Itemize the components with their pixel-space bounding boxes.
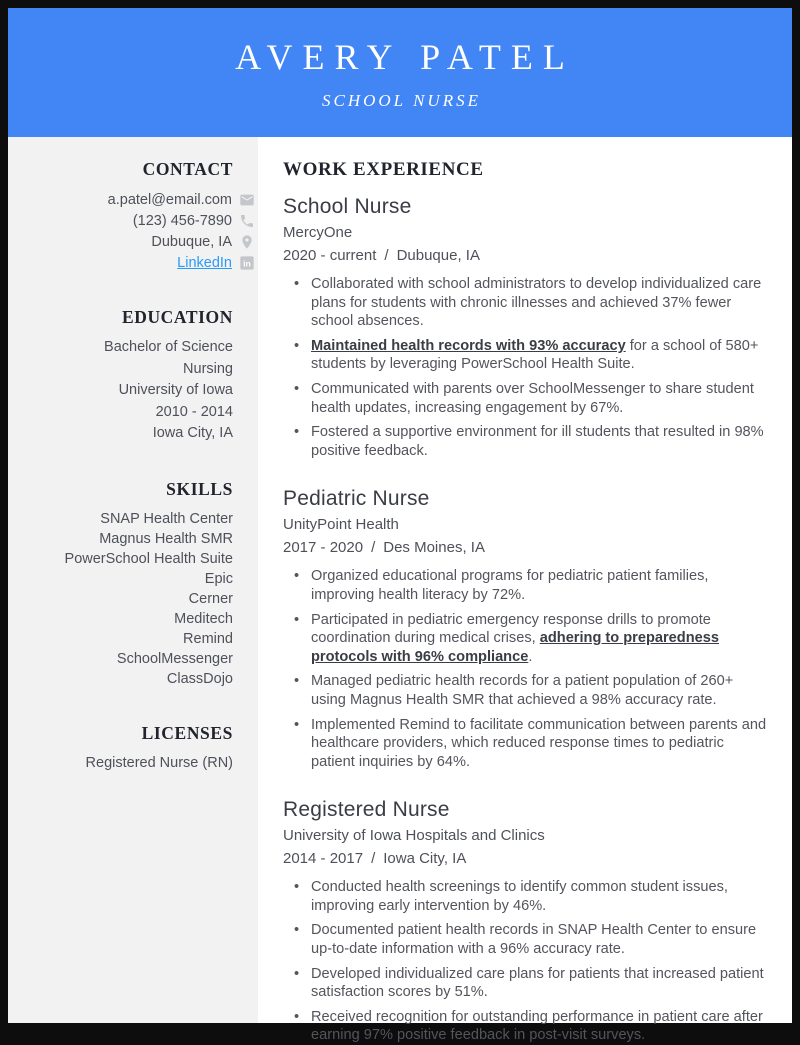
skill-item: Meditech (174, 610, 233, 627)
job-entry (283, 487, 770, 771)
contact-item (26, 189, 233, 210)
work-experience-section (258, 137, 792, 1044)
job-dates: 2017 - 2020 (283, 539, 364, 557)
jobs-container (283, 195, 770, 1045)
skill-item: SNAP Health Center (100, 510, 233, 527)
envelope-icon (239, 192, 255, 208)
bullet-text: Fostered a supportive environment for ill students that resulted in 98% positive feedback. (311, 424, 764, 459)
job-location: Dubuque, IA (396, 247, 480, 264)
bullet-item (311, 921, 770, 958)
education-line: Iowa City, IA (152, 425, 233, 441)
location-pin-icon (239, 234, 255, 250)
emphasized-text: adhering to preparedness protocols with 96% compliance (311, 630, 719, 665)
education-line: 2010 - 2014 (155, 403, 233, 420)
bullet-text: Organized educational programs for pediatric patient families, improving health literacy by 72%. (311, 568, 709, 603)
bullet-text: Communicated with parents over SchoolMessenger to share student health updates, increasing engagement by 67%. (311, 380, 754, 416)
job-dates: 2014 - 2017 (283, 850, 364, 868)
contact-item (26, 252, 251, 273)
licenses-list (26, 753, 233, 775)
bullet-text: Implemented Remind to facilitate communication between parents and healthcare providers, which reduced response times to pediatric patient inquiries by 64%. (311, 716, 767, 770)
resume-page (8, 8, 792, 1044)
contact-item (26, 210, 233, 231)
job-dateline (283, 539, 770, 556)
licenses-heading: LICENSES (141, 722, 233, 743)
bullet-item (311, 878, 770, 915)
contact-list (26, 189, 251, 273)
svg-text:in: in (243, 258, 251, 269)
contact-text: a.patel@email.com (107, 191, 232, 208)
bullet-text: Received recognition for outstanding performance in patient care after earning 97% positive feedback in post-visit surveys. (311, 1008, 763, 1044)
education-line: Nursing (183, 360, 233, 377)
bullet-item (311, 567, 770, 604)
skill-item: SchoolMessenger (116, 650, 233, 667)
bullet-item (311, 423, 770, 460)
job-bullets (283, 567, 770, 771)
education-line: University of Iowa (118, 382, 233, 398)
job-location: Iowa City, IA (383, 850, 467, 868)
skill-item: Epic (204, 570, 233, 587)
bullet-item (311, 1008, 770, 1045)
bullet-text: Documented patient health records in SNAP Health Center to ensure up-to-date information with a 96% accuracy rate. (311, 922, 757, 958)
skills-list (26, 509, 233, 689)
bullet-item (311, 380, 770, 417)
date-location-separator: / (384, 247, 389, 264)
skills-heading: SKILLS (166, 478, 233, 499)
job-entry (283, 195, 770, 460)
education-line: Bachelor of Science (104, 339, 233, 355)
bullet-text: Conducted health screenings to identify common student issues, improving early intervention by 46%. (311, 879, 728, 914)
job-company: UnityPoint Health (283, 516, 399, 534)
job-title: Pediatric Nurse (283, 487, 430, 511)
person-name: AVERY PATEL (235, 37, 575, 77)
job-dateline (283, 247, 770, 264)
bullet-item (311, 672, 770, 709)
skill-item: Magnus Health SMR (99, 530, 233, 547)
job-title: Registered Nurse (283, 798, 450, 822)
resume-header (8, 8, 792, 137)
linkedin-icon (239, 255, 255, 271)
bullet-text: Developed individualized care plans for patients that increased patient satisfaction scores by 51%. (311, 965, 764, 1001)
license-item: Registered Nurse (RN) (85, 754, 233, 771)
job-location: Des Moines, IA (383, 539, 485, 557)
bullet-item (311, 611, 770, 667)
skill-item: PowerSchool Health Suite (64, 550, 233, 567)
contact-item (26, 231, 233, 252)
person-job-title: SCHOOL NURSE (322, 91, 481, 110)
skill-item: ClassDojo (166, 670, 233, 687)
bullet-item (311, 716, 770, 772)
work-experience-heading: WORK EXPERIENCE (283, 159, 484, 180)
job-company: University of Iowa Hospitals and Clinics (283, 827, 545, 845)
linkedin-link[interactable]: LinkedIn (177, 254, 232, 271)
date-location-separator: / (371, 539, 376, 557)
education-details (26, 337, 233, 445)
bullet-item (311, 275, 770, 331)
bullet-text: . (528, 648, 533, 665)
sidebar (8, 137, 258, 1023)
emphasized-text: Maintained health records with 93% accuracy (311, 337, 626, 354)
date-location-separator: / (371, 850, 376, 868)
resume-body (8, 137, 792, 1044)
contact-text: Dubuque, IA (151, 233, 232, 250)
bullet-text: Collaborated with school administrators to develop individualized care plans for students with chronic illnesses and achieved 37% fewer school absences. (311, 276, 762, 330)
job-title: School Nurse (283, 195, 412, 218)
phone-icon (239, 213, 255, 229)
skill-item: Remind (183, 630, 233, 647)
job-bullets (283, 275, 770, 460)
job-bullets (283, 878, 770, 1045)
bullet-text: Participated in pediatric emergency response drills to promote coordination during medical crises, (311, 611, 711, 647)
bullet-text: for a school of 580+ students by leveraging PowerSchool Health Suite. (311, 337, 759, 373)
job-dateline (283, 850, 770, 867)
skill-item: Cerner (188, 590, 233, 607)
contact-heading: CONTACT (142, 159, 233, 179)
job-company: MercyOne (283, 224, 353, 241)
contact-text: (123) 456-7890 (132, 212, 232, 229)
education-heading: EDUCATION (121, 307, 233, 327)
bullet-item (311, 337, 770, 374)
bullet-item (311, 965, 770, 1002)
job-dates: 2020 - current (283, 247, 377, 264)
bullet-text: Managed pediatric health records for a patient population of 260+ using Magnus Health SMR that achieved a 98% accuracy rate. (311, 673, 734, 708)
job-entry (283, 798, 770, 1045)
